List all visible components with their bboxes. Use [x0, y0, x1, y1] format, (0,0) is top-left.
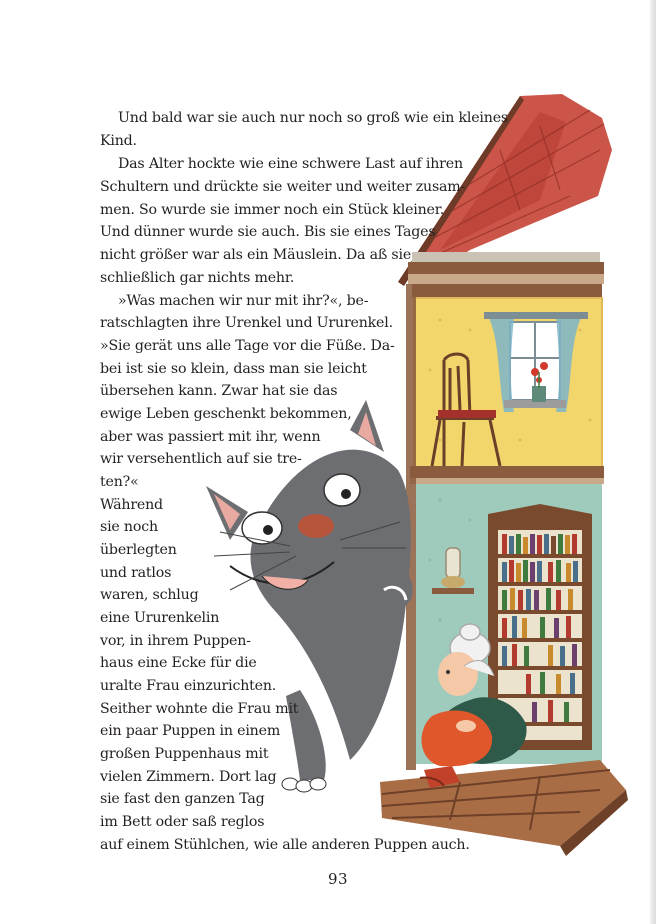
text-line: und ratlos [100, 565, 172, 581]
text-line: Das Alter hockte wie eine schwere Last auf ihren [118, 156, 463, 172]
text-line: schließlich gar nichts mehr. [100, 270, 295, 286]
text-line: »Was machen wir nur mit ihr?«, be- [118, 293, 369, 309]
text-line: vielen Zimmern. Dort lag [100, 769, 277, 785]
text-line: Kind. [100, 133, 137, 149]
text-line: nicht größer war als ein Mäuslein. Da aß sie [100, 247, 412, 263]
text-line: ein paar Puppen in einem [100, 723, 281, 739]
text-line: Seither wohnte die Frau mit [100, 701, 299, 717]
text-line: haus eine Ecke für die [100, 655, 257, 671]
text-line: Und dünner wurde sie auch. Bis sie eines Tages [100, 224, 436, 240]
text-line: sie fast den ganzen Tag [100, 791, 265, 807]
text-line: vor, in ihrem Puppen- [100, 633, 251, 649]
text-line: großen Puppenhaus mit [100, 746, 269, 762]
text-line: überlegten [100, 542, 177, 558]
text-line: wir versehentlich auf sie tre- [100, 451, 302, 467]
text-line: sie noch [100, 519, 158, 535]
text-line: »Sie gerät uns alle Tage vor die Füße. Da- [100, 338, 395, 354]
text-line: im Bett oder saß reglos [100, 814, 265, 830]
text-line: übersehen kann. Zwar hat sie das [100, 383, 338, 399]
text-line: uralte Frau einzurichten. [100, 678, 277, 694]
text-line: Schultern und drückte sie weiter und weiter zusam- [100, 179, 466, 195]
text-line: ratschlagten ihre Urenkel und Ururenkel. [100, 315, 393, 331]
text-line: waren, schlug [100, 587, 199, 603]
text-line: men. So wurde sie immer noch ein Stück kleiner. [100, 202, 445, 218]
text-line: ewige Leben geschenkt bekommen, [100, 406, 352, 422]
text-line: eine Ururenkelin [100, 610, 220, 626]
text-line: bei ist sie so klein, dass man sie leicht [100, 361, 367, 377]
text-line: Und bald war sie auch nur noch so groß wie ein kleines [118, 110, 508, 126]
text-line: aber was passiert mit ihr, wenn [100, 429, 321, 445]
text-line: auf einem Stühlchen, wie alle anderen Puppen auch. [100, 837, 470, 853]
page-number: 93 [327, 870, 349, 888]
text-line: ten?« [100, 474, 139, 490]
text-line: Während [100, 497, 163, 513]
